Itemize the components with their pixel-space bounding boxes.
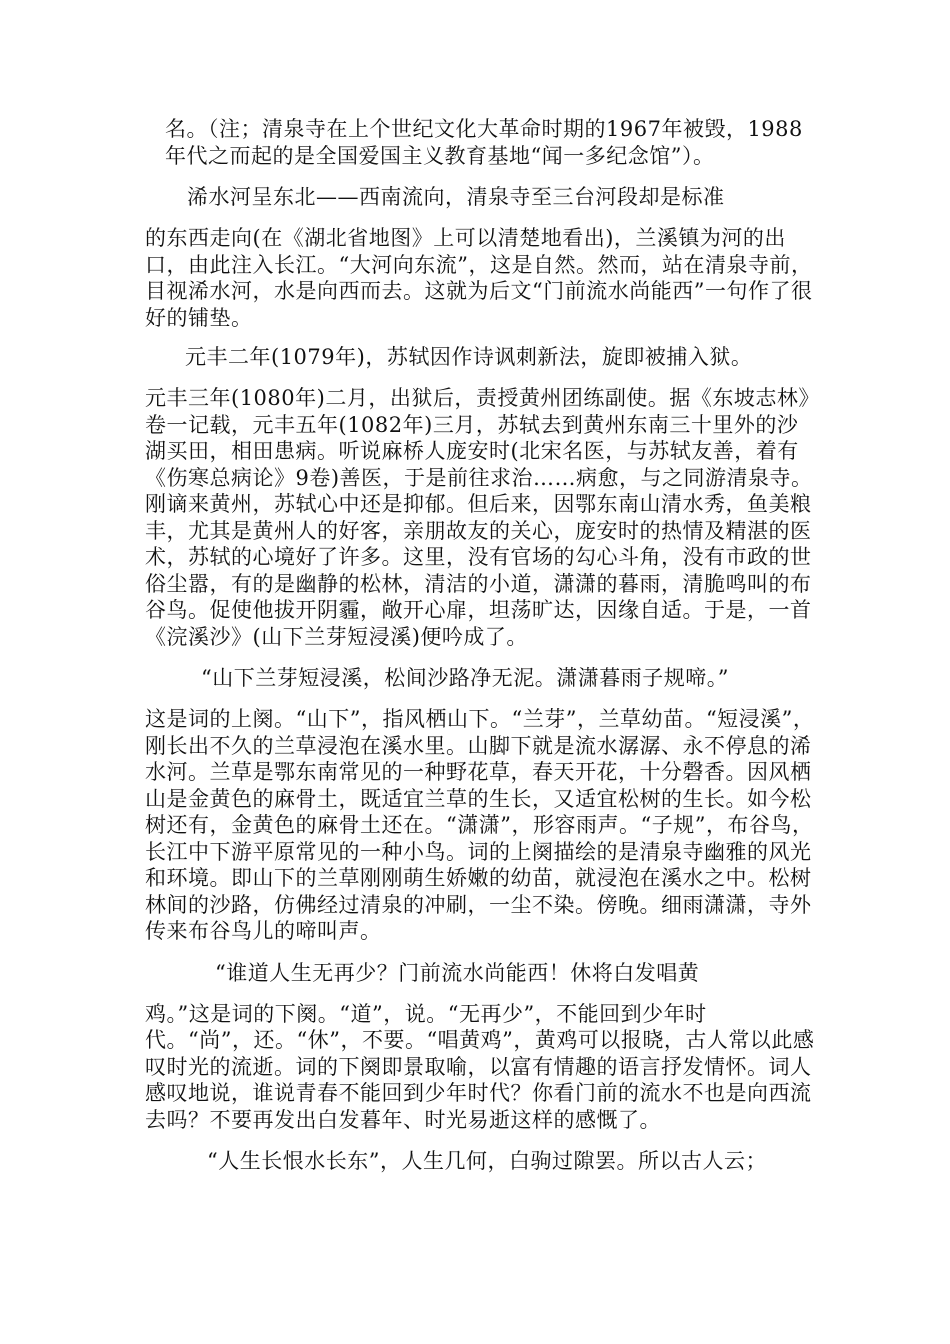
paragraph-body: 元丰三年(1080年)二月，出狱后，责授黄州团练副使。据《东坡志林》卷一记载，元丰五年(1082年)三月，苏轼去到黄州东南三十里外的沙湖买田，相田患病。听说麻桥人庞安时(北宋名医，与苏轼友善，着有《伤寒总病论》9卷)善医，于是前往求治……病愈，与之同游清泉寺。刚谪来黄州，苏轼心中还是抑郁。但后来，因鄂东南山清水秀，鱼美粮丰，尤其是黄州人的好客，亲朋故友的关心，庞安时的热情及精湛的医术，苏轼的心境好了许多。这里，没有官场的勾心斗角，没有市政的世俗尘嚣，有的是幽静的松林，清洁的小道，潇潇的暮雨，清脆鸣叫的布谷鸟。促使他拔开阴霾，敞开心扉，坦荡旷达，因缘自适。于是，一首《浣溪沙》(山下兰芽短浸溪)便吟成了。 xyxy=(145,386,813,649)
document-body xyxy=(145,116,815,1175)
paragraph-gap xyxy=(145,1133,815,1145)
paragraph-body: 鸡。”这是词的下阕。“道”，说。“无再少”，不能回到少年时代。“尚”，还。“休”，不要。“唱黄鸡”，黄鸡可以报晓，古人常以此感叹时光的流逝。词的下阕即景取喻，以富有情趣的语言抒发情怀。词人感叹地说，谁说青春不能回到少年时代？你看门前的流水不也是向西流去吗？不要再发出白发暮年、时光易逝这样的感慨了。 xyxy=(145,1001,815,1132)
paragraph-gap xyxy=(145,650,815,662)
paragraph-first-line: “人生长恨水长东”，人生几何，白驹过隙罢。所以古人云； xyxy=(207,1149,767,1173)
paragraph-first-line: “山下兰芽短浸溪，松间沙路净无泥。潇潇暮雨子规啼。” xyxy=(201,666,729,690)
line-gap xyxy=(145,692,815,706)
paragraph-body: 的东西走向(在《湖北省地图》上可以清楚地看出)，兰溪镇为河的出口，由此注入长江。“大河向东流”，这是自然。然而，站在清泉寺前，目视浠水河，水是向西而去。这就为后文“门前流水尚能西”一句作了很好的铺垫。 xyxy=(145,226,813,330)
line-gap xyxy=(145,987,815,1001)
paragraph-gap xyxy=(145,331,815,341)
paragraph-first-line: 浠水河呈东北——西南流向，清泉寺至三台河段却是标准 xyxy=(187,185,725,209)
paragraph-body: 这是词的上阕。“山下”，指风栖山下。“兰芽”，兰草幼苗。“短浸溪”，刚长出不久的兰草浸泡在溪水里。山脚下就是流水潺潺、永不停息的浠水河。兰草是鄂东南常见的一种野花草，春天开花，十分磬香。因风栖山是金黄色的麻骨土，既适宜兰草的生长，又适宜松树的生长。如今松树还有，金黄色的麻骨土还在。“潇潇”，形容雨声。“子规”，布谷鸟，长江中下游平原常见的一种小鸟。词的上阕描绘的是清泉寺幽雅的风光和环境。即山下的兰草刚刚萌生娇嫩的幼苗，就浸泡在溪水之中。松树林间的沙路，仿佛经过清泉的冲刷，一尘不染。傍晚。细雨潇潇，寺外传来布谷鸟儿的啼叫声。 xyxy=(145,707,815,943)
paragraph-gap xyxy=(145,945,815,957)
paragraph-continuation: 名。（注；清泉寺在上个世纪文化大革命时期的1967年被毁，1988年代之而起的是全国爱国主义教育基地“闻一多纪念馆”）。 xyxy=(165,117,803,168)
paragraph-first-line: 元丰二年(1079年)，苏轼因作诗讽刺新法，旋即被捕入狱。 xyxy=(185,345,753,369)
line-gap xyxy=(145,211,815,225)
line-gap xyxy=(145,371,815,385)
paragraph-gap xyxy=(145,169,815,181)
paragraph-first-line: “谁道人生无再少？门前流水尚能西！休将白发唱黄 xyxy=(215,960,700,985)
